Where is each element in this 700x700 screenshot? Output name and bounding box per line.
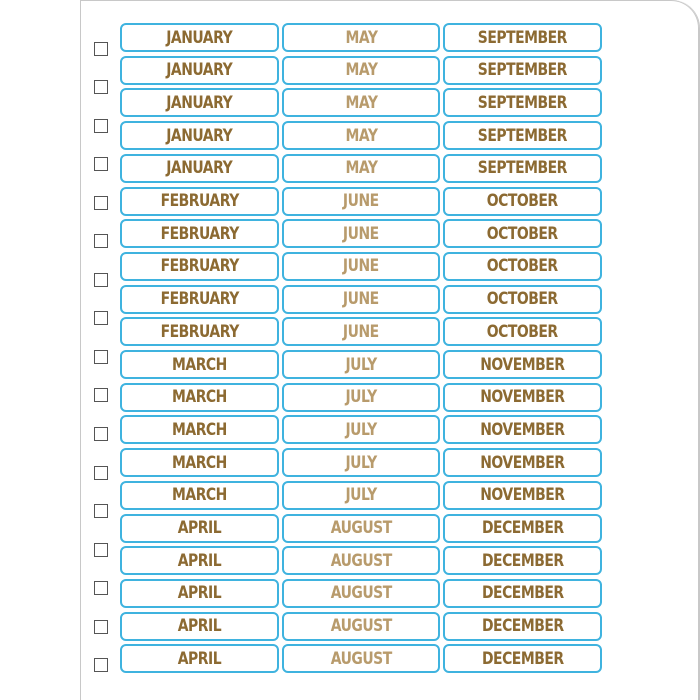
month-label-text: JANUARY [166, 60, 233, 81]
month-label-text: JULY [345, 354, 377, 375]
month-label-tab[interactable] [282, 252, 440, 281]
month-label-tab[interactable] [120, 317, 279, 346]
binder-hole [94, 620, 108, 634]
month-label-tab[interactable] [120, 448, 279, 477]
binder-hole [94, 466, 108, 480]
month-label-text: FEBRUARY [160, 256, 239, 277]
month-label-text: FEBRUARY [160, 191, 239, 211]
month-label-tab[interactable] [282, 23, 440, 52]
month-label-text: APRIL [177, 550, 222, 571]
month-label-text: JULY [345, 452, 377, 473]
month-label-text: JUNE [343, 191, 379, 211]
month-label-text: JULY [345, 419, 377, 440]
month-label-text: MARCH [172, 354, 227, 375]
month-label-tab[interactable] [282, 88, 440, 117]
month-label-text: MAY [345, 158, 377, 179]
month-label-text: AUGUST [330, 550, 392, 571]
month-label-tab[interactable] [443, 154, 602, 183]
month-label-tab[interactable] [120, 644, 279, 673]
month-label-text: NOVEMBER [480, 452, 565, 473]
month-label-tab[interactable] [443, 187, 602, 216]
month-label-tab[interactable] [443, 415, 602, 444]
month-label-tab[interactable] [282, 121, 440, 150]
month-label-tab[interactable] [120, 612, 279, 641]
month-label-tab[interactable] [120, 219, 279, 248]
month-label-text: AUGUST [330, 583, 392, 604]
month-label-tab[interactable] [443, 546, 602, 575]
month-label-text: JUNE [343, 256, 379, 277]
binder-hole [94, 42, 108, 56]
month-label-text: SEPTEMBER [477, 125, 568, 146]
month-label-text: DECEMBER [481, 616, 564, 637]
month-label-text: DECEMBER [481, 550, 564, 571]
month-label-tab[interactable] [443, 252, 602, 281]
month-label-tab[interactable] [120, 546, 279, 575]
month-label-text: NOVEMBER [480, 419, 565, 440]
month-label-tab[interactable] [443, 514, 602, 543]
month-label-text: FEBRUARY [160, 223, 239, 244]
month-label-text: MARCH [172, 419, 227, 440]
month-label-text: OCTOBER [487, 223, 558, 244]
month-label-tab[interactable] [282, 219, 440, 248]
month-label-text: APRIL [177, 583, 222, 604]
month-label-text: MAY [345, 92, 377, 113]
month-label-tab[interactable] [120, 252, 279, 281]
month-label-tab[interactable] [282, 612, 440, 641]
month-label-text: APRIL [177, 616, 222, 637]
month-label-text: SEPTEMBER [477, 92, 568, 113]
month-label-text: OCTOBER [487, 191, 558, 211]
month-label-text: MAY [345, 125, 377, 146]
month-label-tab[interactable] [443, 56, 602, 85]
month-label-text: NOVEMBER [480, 485, 565, 506]
month-label-tab[interactable] [120, 23, 279, 52]
month-label-text: JULY [345, 387, 377, 408]
month-label-tab[interactable] [120, 383, 279, 412]
month-label-text: MARCH [172, 485, 227, 506]
month-label-tab[interactable] [282, 514, 440, 543]
binder-hole [94, 658, 108, 672]
month-label-text: APRIL [177, 648, 222, 669]
month-label-tab[interactable] [443, 448, 602, 477]
binder-hole [94, 388, 108, 402]
month-label-tab[interactable] [120, 88, 279, 117]
month-label-tab[interactable] [120, 579, 279, 608]
month-label-tab[interactable] [282, 383, 440, 412]
month-label-tab[interactable] [282, 546, 440, 575]
month-label-text: APRIL [177, 518, 222, 538]
month-label-tab[interactable] [282, 415, 440, 444]
binder-hole [94, 427, 108, 441]
month-label-tab[interactable] [120, 350, 279, 379]
month-label-text: NOVEMBER [480, 354, 565, 375]
month-label-tab[interactable] [120, 481, 279, 510]
month-label-text: DECEMBER [481, 518, 564, 538]
month-label-text: SEPTEMBER [477, 158, 568, 179]
month-label-text: NOVEMBER [480, 387, 565, 408]
month-label-tab[interactable] [443, 644, 602, 673]
month-label-tab[interactable] [282, 579, 440, 608]
binder-hole [94, 543, 108, 557]
binder-hole [94, 157, 108, 171]
month-label-tab[interactable] [120, 514, 279, 543]
binder-hole [94, 119, 108, 133]
month-label-text: FEBRUARY [160, 321, 239, 342]
month-label-text: DECEMBER [481, 648, 564, 669]
month-label-text: MARCH [172, 387, 227, 408]
binder-hole [94, 80, 108, 94]
month-label-tab[interactable] [443, 317, 602, 346]
month-label-tab[interactable] [120, 121, 279, 150]
month-label-tab[interactable] [282, 154, 440, 183]
binder-hole [94, 581, 108, 595]
month-label-tab[interactable] [443, 219, 602, 248]
month-label-text: MAY [345, 60, 377, 81]
month-label-tab[interactable] [282, 285, 440, 314]
month-label-text: FEBRUARY [160, 289, 239, 310]
month-label-tab[interactable] [282, 350, 440, 379]
binder-hole [94, 311, 108, 325]
month-label-tab[interactable] [443, 612, 602, 641]
month-label-text: JANUARY [166, 27, 233, 48]
month-label-tab[interactable] [282, 448, 440, 477]
month-label-text: JUNE [343, 223, 379, 244]
month-label-text: MARCH [172, 452, 227, 473]
month-label-tab[interactable] [282, 187, 440, 216]
month-label-tab[interactable] [443, 350, 602, 379]
month-label-tab[interactable] [443, 88, 602, 117]
month-label-tab[interactable] [120, 415, 279, 444]
month-label-tab[interactable] [443, 481, 602, 510]
binder-hole [94, 196, 108, 210]
month-label-tab[interactable] [120, 154, 279, 183]
binder-hole [94, 234, 108, 248]
month-label-text: AUGUST [330, 616, 392, 637]
month-label-text: JUNE [343, 321, 379, 342]
month-label-text: MAY [345, 27, 377, 48]
month-label-text: DECEMBER [481, 583, 564, 604]
month-label-tab[interactable] [443, 121, 602, 150]
month-label-tab[interactable] [120, 56, 279, 85]
binder-hole [94, 273, 108, 287]
month-label-tab[interactable] [120, 285, 279, 314]
month-label-text: SEPTEMBER [477, 60, 568, 81]
month-label-tab[interactable] [443, 285, 602, 314]
month-label-text: OCTOBER [487, 321, 558, 342]
month-label-text: SEPTEMBER [477, 27, 568, 48]
month-label-text: JANUARY [166, 125, 233, 146]
month-label-tab[interactable] [282, 317, 440, 346]
binder-hole [94, 504, 108, 518]
month-label-tab[interactable] [282, 644, 440, 673]
month-label-text: JANUARY [166, 92, 233, 113]
month-label-tab[interactable] [443, 579, 602, 608]
month-label-tab[interactable] [443, 383, 602, 412]
month-label-tab[interactable] [282, 56, 440, 85]
month-label-tab[interactable] [120, 187, 279, 216]
month-label-text: JANUARY [166, 158, 233, 179]
month-label-text: OCTOBER [487, 289, 558, 310]
binder-hole [94, 350, 108, 364]
month-label-text: AUGUST [330, 648, 392, 669]
month-label-tab[interactable] [282, 481, 440, 510]
month-label-text: JULY [345, 485, 377, 506]
month-label-text: AUGUST [330, 518, 392, 538]
month-label-text: OCTOBER [487, 256, 558, 277]
month-label-tab[interactable] [443, 23, 602, 52]
month-label-text: JUNE [343, 289, 379, 310]
